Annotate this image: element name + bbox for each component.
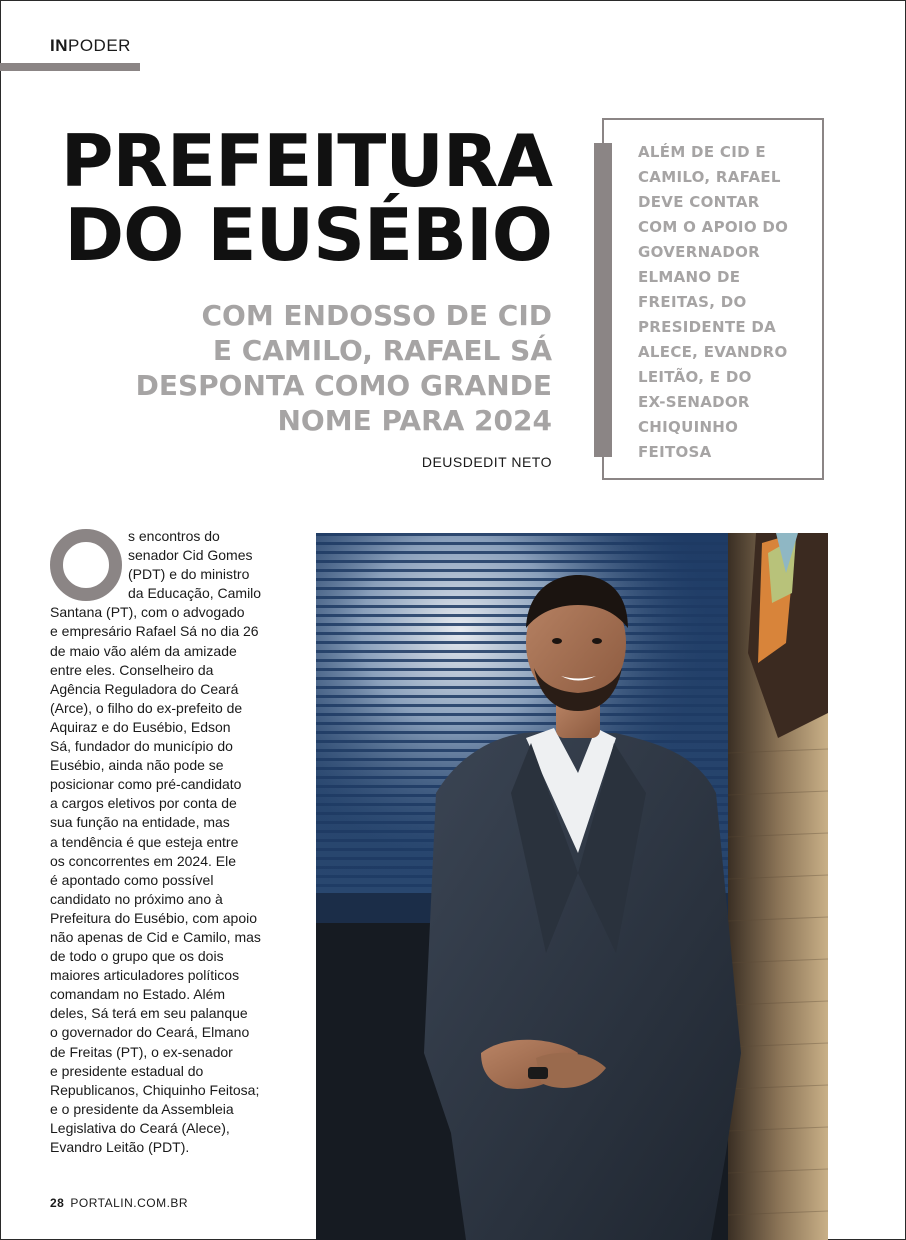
article-line: Sá, fundador do município do bbox=[50, 738, 233, 755]
article-line: de todo o grupo que os dois bbox=[50, 948, 224, 965]
pullquote-line: EX-SENADOR bbox=[638, 393, 750, 411]
article-line: sua função na entidade, mas bbox=[50, 814, 230, 831]
pullquote-line: ELMANO DE bbox=[638, 268, 741, 286]
article-line: os concorrentes em 2024. Ele bbox=[50, 852, 236, 869]
article-line: a tendência é que esteja entre bbox=[50, 833, 239, 850]
section-bar bbox=[0, 63, 140, 71]
pullquote-accent-bar bbox=[594, 143, 612, 457]
article-line: senador Cid Gomes bbox=[128, 547, 253, 564]
portrait-illustration bbox=[316, 533, 828, 1240]
subhead-line: DESPONTA COMO GRANDE bbox=[135, 369, 552, 402]
article-line: de Freitas (PT), o ex-senador bbox=[50, 1043, 233, 1060]
pullquote-line: DEVE CONTAR bbox=[638, 193, 760, 211]
article-line: não apenas de Cid e Camilo, mas bbox=[50, 928, 261, 945]
page-footer bbox=[50, 1196, 188, 1210]
headline bbox=[40, 119, 552, 277]
pullquote-line: LEITÃO, E DO bbox=[638, 368, 752, 386]
subheadline bbox=[90, 298, 552, 438]
article-line: Agência Reguladora do Ceará bbox=[50, 680, 239, 697]
pullquote-line: ALECE, EVANDRO bbox=[638, 343, 788, 361]
subhead-line: NOME PARA 2024 bbox=[277, 404, 552, 437]
section-label-light: PODER bbox=[68, 36, 131, 55]
article-line: da Educação, Camilo bbox=[128, 585, 262, 602]
subhead-line: E CAMILO, RAFAEL SÁ bbox=[212, 334, 552, 367]
article-line: Legislativa do Ceará (Alece), bbox=[50, 1119, 230, 1136]
pullquote-line: COM O APOIO DO bbox=[638, 218, 789, 236]
article-line: comandam no Estado. Além bbox=[50, 986, 226, 1003]
pullquote-line: FREITAS, DO bbox=[638, 293, 747, 311]
article-line: e o presidente da Assembleia bbox=[50, 1100, 234, 1117]
article-line: Aquiraz e do Eusébio, Edson bbox=[50, 718, 231, 735]
headline-line: DO EUSÉBIO bbox=[64, 193, 552, 277]
article-line: (PDT) e do ministro bbox=[128, 566, 250, 583]
article-line: Republicanos, Chiquinho Feitosa; bbox=[50, 1081, 260, 1098]
pullquote-line: PRESIDENTE DA bbox=[638, 318, 777, 336]
article-line: e empresário Rafael Sá no dia 26 bbox=[50, 623, 259, 640]
article-line: Evandro Leitão (PDT). bbox=[50, 1139, 190, 1155]
pullquote-line: FEITOSA bbox=[638, 443, 712, 461]
pullquote-line: CAMILO, RAFAEL bbox=[638, 168, 781, 186]
article-line: a cargos eletivos por conta de bbox=[50, 795, 237, 812]
byline: DEUSDEDIT NETO bbox=[421, 454, 552, 470]
article-line: maiores articuladores políticos bbox=[50, 967, 240, 984]
article-line: s encontros do bbox=[128, 528, 220, 544]
article-line: Eusébio, ainda não pode se bbox=[50, 757, 224, 774]
article-line: deles, Sá terá em seu palanque bbox=[50, 1005, 248, 1022]
article-body bbox=[50, 527, 286, 1157]
article-line: o governador do Ceará, Elmano bbox=[50, 1024, 250, 1041]
article-line: e presidente estadual do bbox=[50, 1062, 204, 1079]
section-label-bold: IN bbox=[50, 36, 68, 55]
article-line: Santana (PT), com o advogado bbox=[50, 604, 245, 621]
pullquote-text bbox=[638, 140, 810, 465]
headline-line: PREFEITURA bbox=[60, 119, 552, 203]
article-line: posicionar como pré-candidato bbox=[50, 776, 242, 793]
page-number: 28 bbox=[50, 1196, 65, 1210]
subhead-line: COM ENDOSSO DE CID bbox=[201, 299, 552, 332]
article-line: entre eles. Conselheiro da bbox=[50, 661, 214, 678]
article-line: Prefeitura do Eusébio, com apoio bbox=[50, 909, 258, 926]
pullquote-line: ALÉM DE CID E bbox=[638, 143, 766, 161]
pullquote-line: CHIQUINHO bbox=[638, 418, 739, 436]
article-line: (Arce), o filho do ex-prefeito de bbox=[50, 699, 243, 716]
footer-site: PORTALIN.COM.BR bbox=[70, 1196, 189, 1210]
article-line: candidato no próximo ano à bbox=[50, 890, 223, 907]
article-line: de maio vão além da amizade bbox=[50, 642, 237, 659]
pullquote-line: GOVERNADOR bbox=[638, 243, 760, 261]
portrait-photo bbox=[316, 533, 828, 1240]
dropcap-o-icon bbox=[50, 529, 122, 601]
section-label bbox=[50, 36, 131, 56]
article-line: é apontado como possível bbox=[50, 871, 214, 888]
